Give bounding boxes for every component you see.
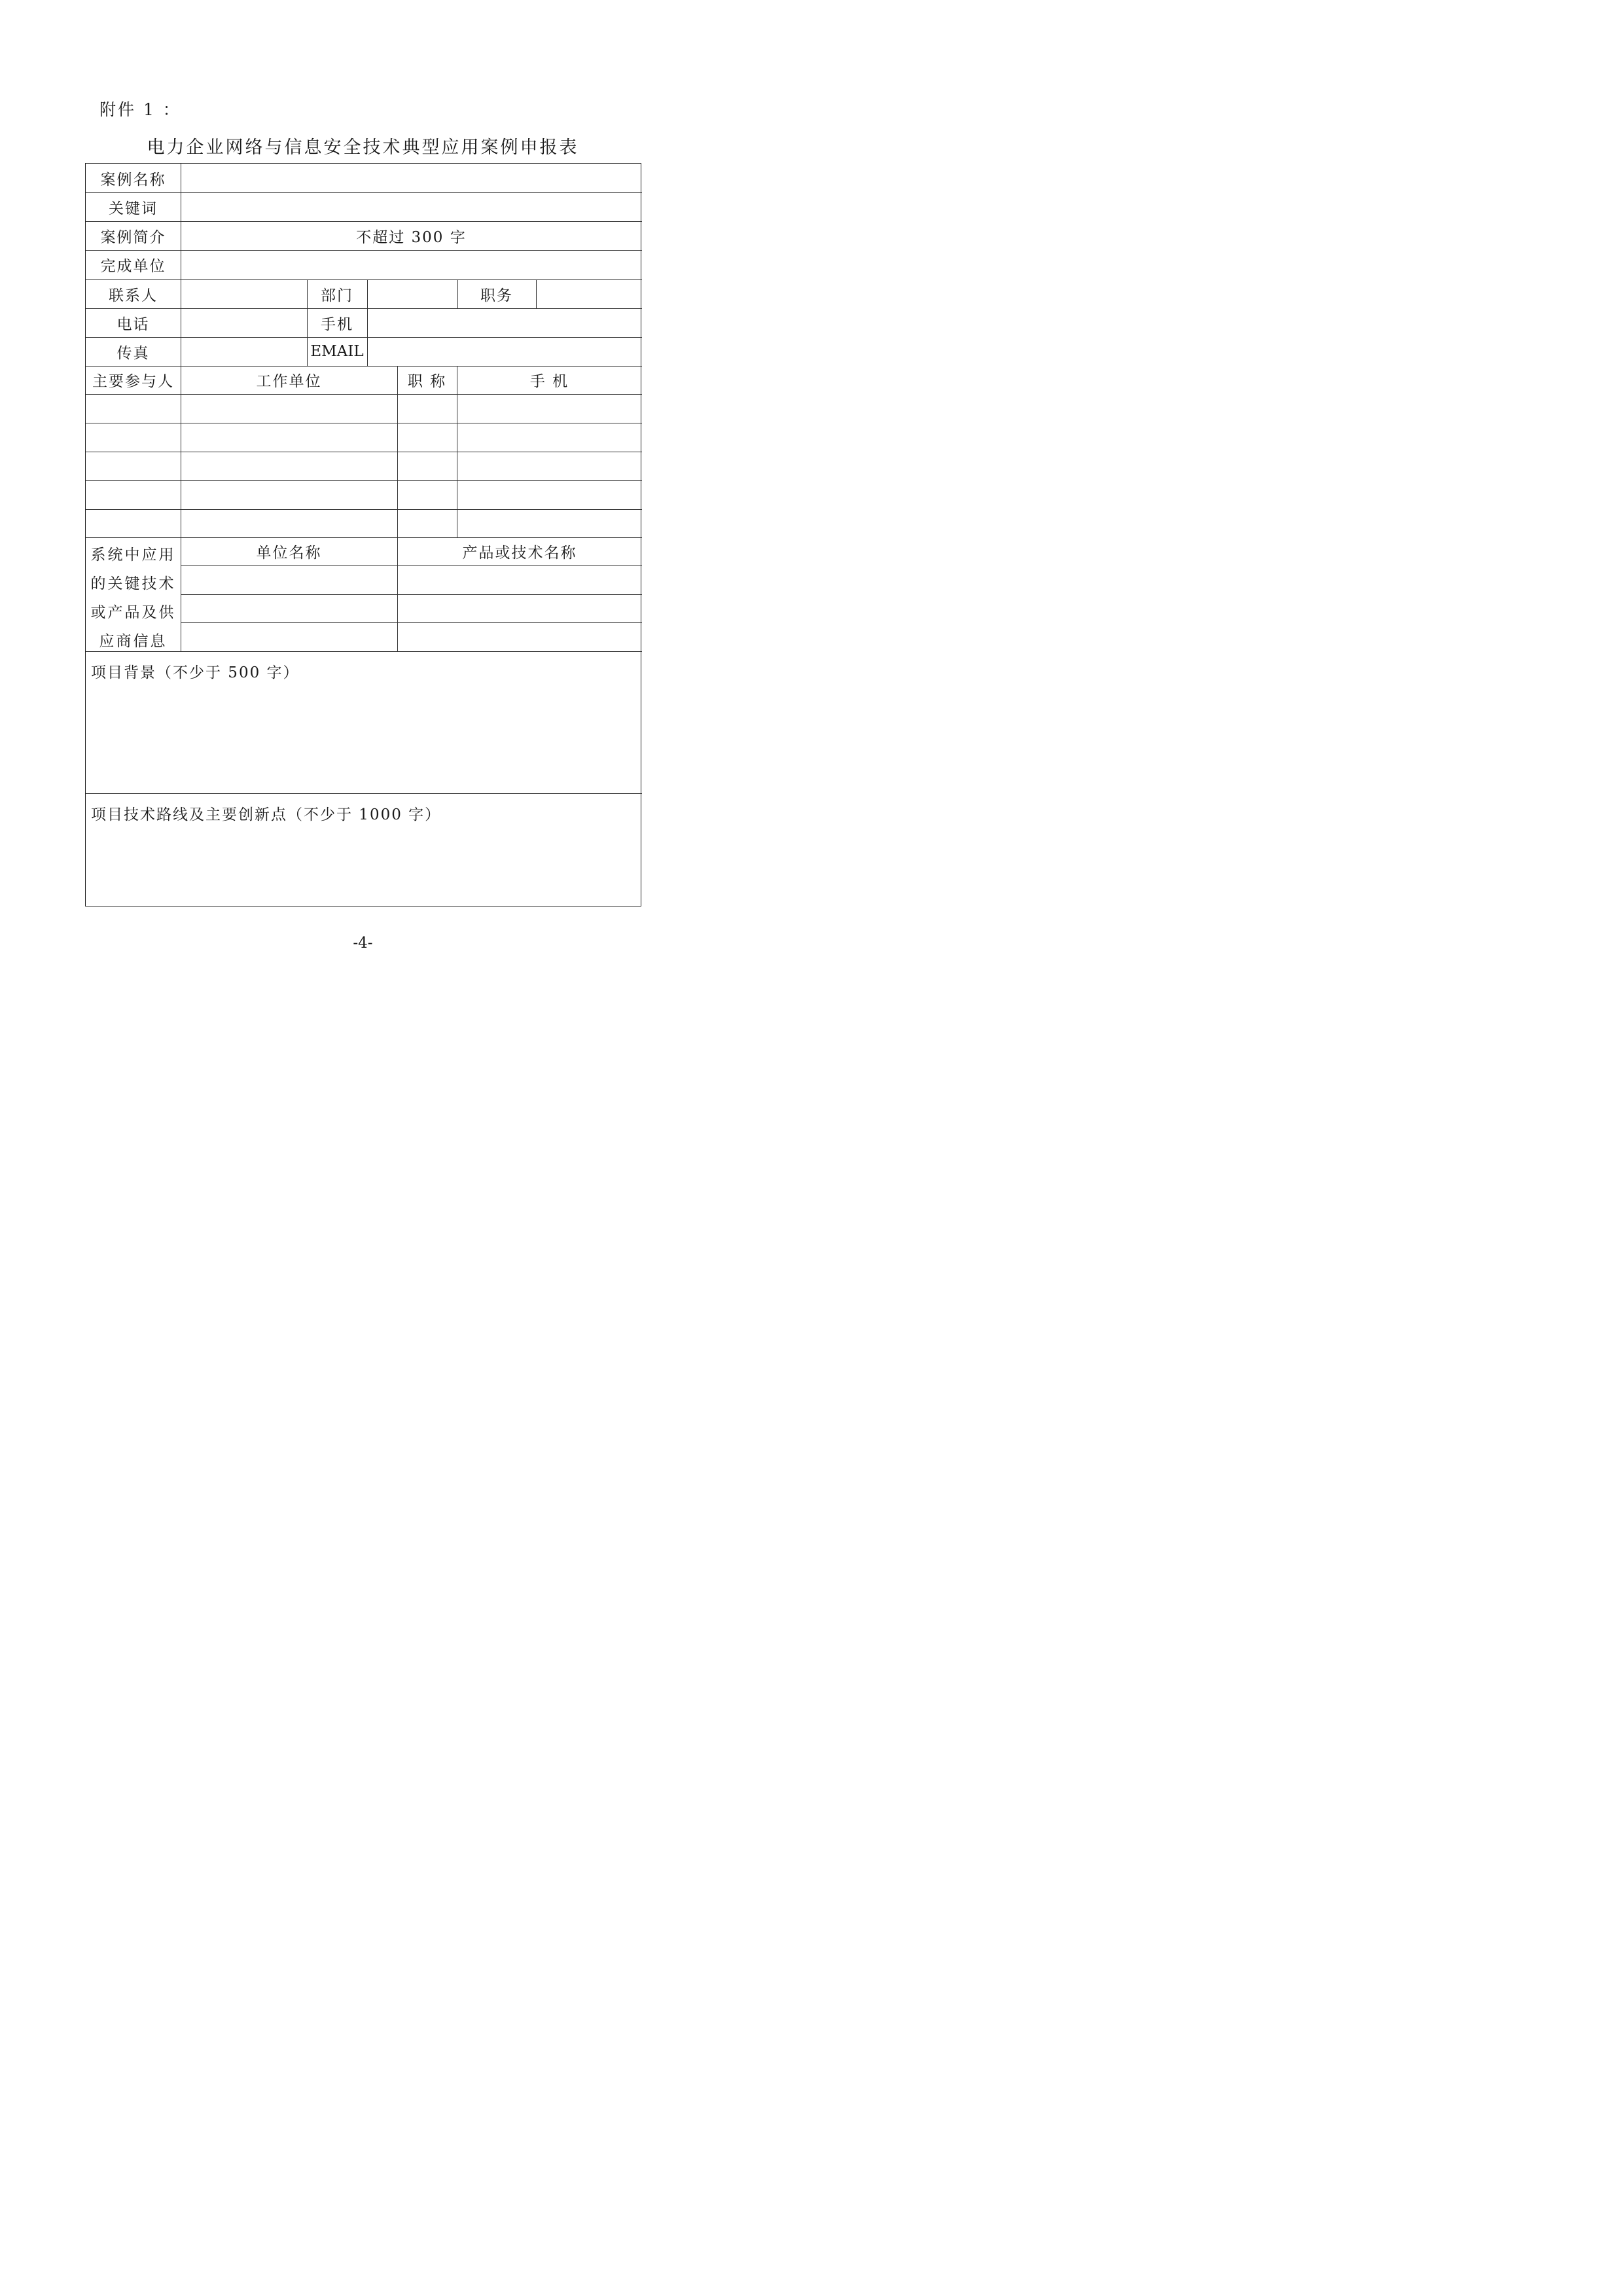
email-label: EMAIL	[310, 343, 364, 360]
keywords-label: 关键词	[109, 200, 158, 217]
participants-header-person: 主要参与人	[92, 373, 174, 390]
tech-vendor-label	[86, 541, 181, 656]
fax-field[interactable]	[181, 337, 307, 366]
participants-header-unit: 工作单位	[256, 373, 322, 390]
contact-person-label: 联系人	[109, 287, 158, 304]
tech-route-section[interactable]: 项目技术路线及主要创新点（不少于 1000 字）	[91, 806, 442, 823]
page-number: -4-	[353, 935, 373, 952]
department-field[interactable]	[367, 279, 457, 308]
participants-header-title: 职 称	[407, 373, 447, 390]
keywords-field[interactable]	[181, 192, 642, 221]
position-label: 职务	[480, 287, 513, 304]
mobile-field[interactable]	[367, 308, 642, 337]
completing-unit-label: 完成单位	[100, 258, 166, 275]
case-name-label: 案例名称	[100, 171, 166, 188]
tech-header-product: 产品或技术名称	[462, 545, 577, 562]
tech-label-line: 系统中应用	[90, 547, 176, 564]
fax-label: 传真	[116, 344, 150, 362]
email-field[interactable]	[367, 337, 642, 366]
form-title: 电力企业网络与信息安全技术典型应用案例申报表	[147, 137, 579, 158]
phone-field[interactable]	[181, 308, 307, 337]
tech-label-line: 的关键技术	[90, 575, 176, 592]
phone-label: 电话	[116, 315, 150, 333]
department-label: 部门	[321, 287, 353, 304]
case-intro-label: 案例简介	[100, 228, 166, 246]
tech-label-line: 或产品及供	[90, 604, 176, 621]
case-name-field[interactable]	[181, 164, 642, 192]
completing-unit-field[interactable]	[181, 250, 642, 279]
tech-label-line: 应商信息	[99, 633, 168, 650]
participants-header-mobile: 手 机	[529, 373, 569, 390]
position-field[interactable]	[536, 279, 642, 308]
mobile-label: 手机	[321, 315, 353, 333]
case-intro-field[interactable]: 不超过 300 字	[356, 228, 467, 246]
tech-header-unit: 单位名称	[256, 545, 322, 562]
contact-person-field[interactable]	[181, 279, 307, 308]
project-background-section[interactable]: 项目背景（不少于 500 字）	[91, 664, 300, 681]
attachment-label: 附件 1 ：	[99, 100, 181, 119]
application-form-table	[85, 163, 641, 906]
